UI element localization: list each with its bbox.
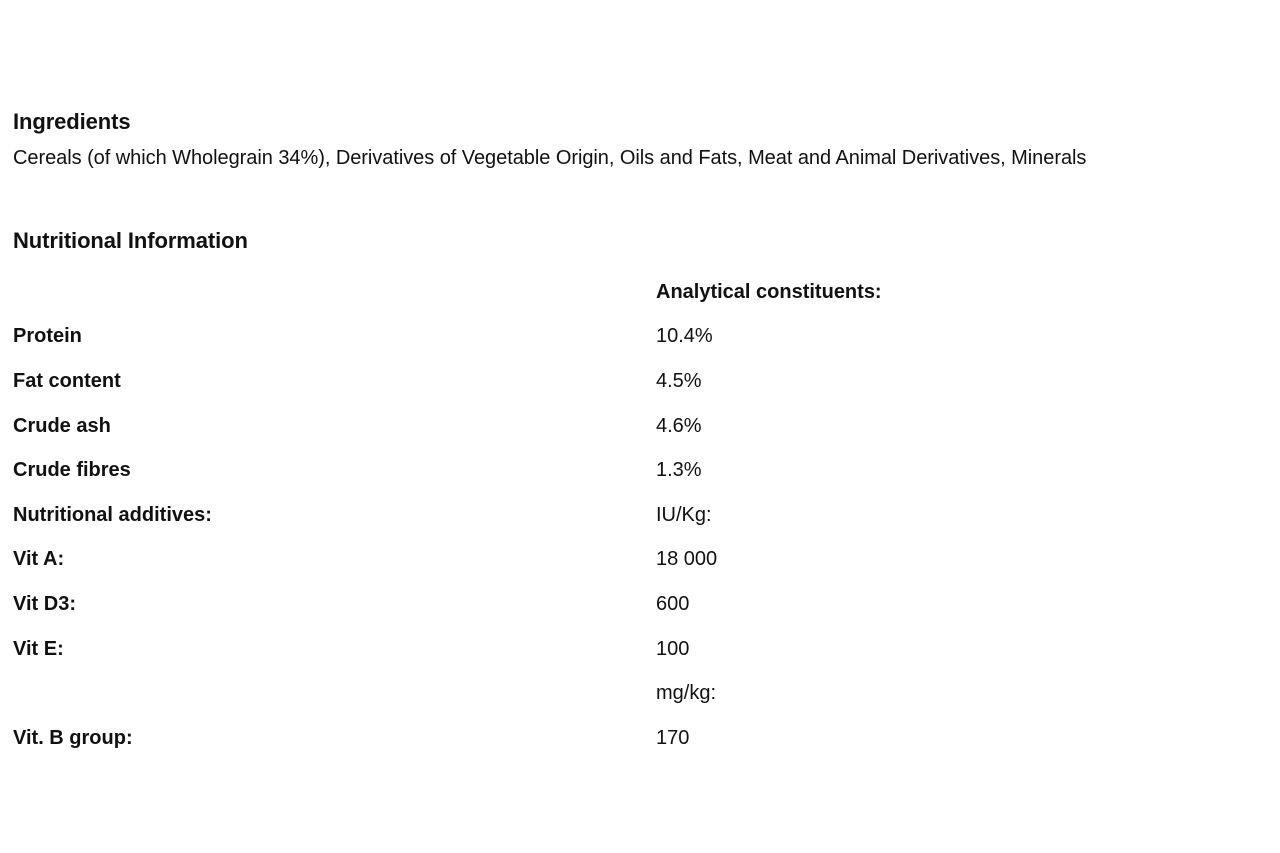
nutrition-table — [13, 270, 1113, 761]
row-value: 600 — [656, 592, 690, 615]
row-value: 10.4% — [656, 325, 713, 348]
row-value: 170 — [656, 726, 690, 749]
ingredients-text: Cereals (of which Wholegrain 34%), Derivatives of Vegetable Origin, Oils and Fats, Meat and Animal Derivatives, Minerals — [13, 147, 1087, 169]
table-row — [13, 627, 1113, 672]
row-label: Fat content — [13, 369, 121, 392]
nutritional-information-heading: Nutritional Information — [13, 228, 248, 253]
row-label: Crude fibres — [13, 459, 131, 482]
table-row — [13, 315, 1113, 360]
row-value: 100 — [656, 637, 690, 660]
row-value: 4.6% — [656, 414, 702, 437]
row-value: 4.5% — [656, 369, 702, 392]
table-row — [13, 538, 1113, 583]
row-value: IU/Kg: — [656, 503, 712, 526]
row-label: Vit E: — [13, 637, 64, 660]
row-label: Protein — [13, 325, 82, 348]
table-row — [13, 671, 1113, 716]
table-row — [13, 359, 1113, 404]
row-label: Vit. B group: — [13, 726, 133, 749]
row-label: Nutritional additives: — [13, 503, 212, 526]
table-row — [13, 448, 1113, 493]
table-row — [13, 493, 1113, 538]
table-row — [13, 716, 1113, 761]
analytical-constituents-header: Analytical constituents: — [656, 280, 882, 303]
row-value: mg/kg: — [656, 682, 717, 705]
row-value: 1.3% — [656, 459, 702, 482]
table-row — [13, 582, 1113, 627]
row-label: Vit A: — [13, 548, 65, 571]
row-label: Vit D3: — [13, 592, 76, 615]
table-row — [13, 404, 1113, 449]
row-value: 18 000 — [656, 548, 718, 571]
ingredients-heading: Ingredients — [13, 109, 131, 134]
nutrition-table-header — [13, 270, 1113, 315]
row-label: Crude ash — [13, 414, 111, 437]
